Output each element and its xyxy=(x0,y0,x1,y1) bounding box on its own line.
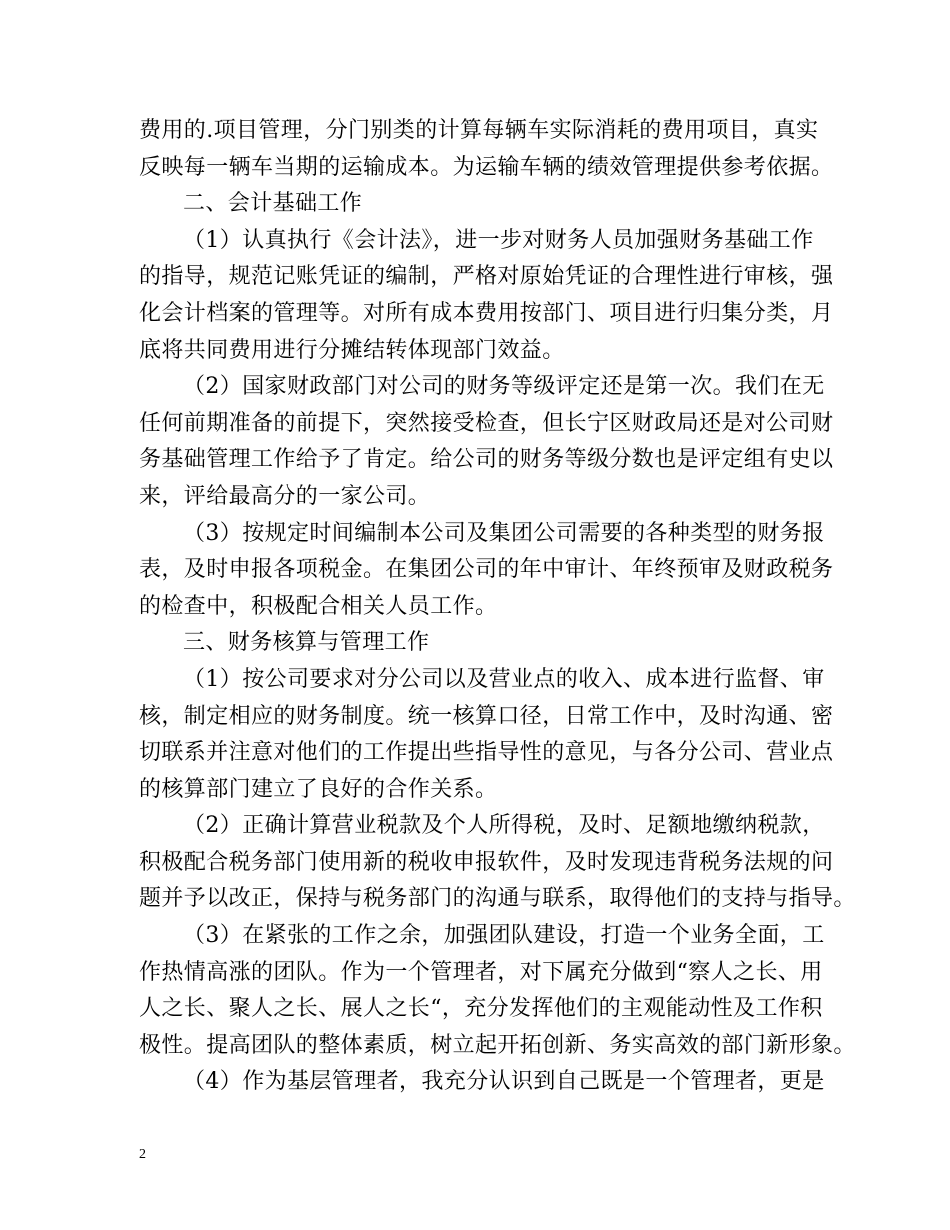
section-heading-accounting-basics xyxy=(139,186,821,223)
text-line: （1）认真执行《会计法》，进一步对财务人员加强财务基础工作 xyxy=(183,227,814,253)
text-line: 核，制定相应的财务制度。统一核算口径，日常工作中，及时沟通、密 xyxy=(139,703,834,729)
text-line: 费用的.项目管理，分门别类的计算每辆车实际消耗的费用项目，真实 xyxy=(139,118,819,143)
document-body xyxy=(139,113,856,1101)
text-line: （2）国家财政部门对公司的财务等级评定还是第一次。我们在无 xyxy=(183,374,825,400)
text-line: （2）正确计算营业税款及个人所得税，及时、足额地缴纳税款， xyxy=(183,813,825,839)
paragraph-accounting-3 xyxy=(139,516,834,626)
text-line: 作热情高涨的团队。作为一个管理者，对下属充分做到“察人之长、用 xyxy=(139,959,823,985)
text-line: 表，及时申报各项税金。在集团公司的年中审计、年终预审及财政税务 xyxy=(139,557,834,583)
text-line: （4）作为基层管理者，我充分认识到自己既是一个管理者，更是 xyxy=(183,1069,825,1095)
paragraph-finance-3 xyxy=(139,918,856,1064)
paragraph-finance-2 xyxy=(139,808,856,918)
text-line: 题并予以改正，保持与税务部门的沟通与联系，取得他们的支持与指导。 xyxy=(139,886,856,912)
text-line: 的核算部门建立了良好的合作关系。 xyxy=(139,776,498,802)
paragraph-accounting-2 xyxy=(139,369,834,515)
text-line: 务基础管理工作给予了肯定。给公司的财务等级分数也是评定组有史以 xyxy=(139,447,834,473)
text-line: 化会计档案的管理等。对所有成本费用按部门、项目进行归集分类，月 xyxy=(139,300,834,326)
text-line: 反映每一辆车当期的运输成本。为运输车辆的绩效管理提供参考依据。 xyxy=(139,154,834,180)
text-line: 极性。提高团队的整体素质，树立起开拓创新、务实高效的部门新形象。 xyxy=(139,1032,856,1058)
text-line: 来，评给最高分的一家公司。 xyxy=(139,483,431,509)
paragraph-finance-4 xyxy=(139,1064,825,1101)
text-line: （3）按规定时间编制本公司及集团公司需要的各种类型的财务报 xyxy=(183,520,825,546)
text-line: 切联系并注意对他们的工作提出些指导性的意见，与各分公司、营业点 xyxy=(139,740,834,766)
paragraph-finance-1 xyxy=(139,662,834,808)
text-line: 底将共同费用进行分摊结转体现部门效益。 xyxy=(139,337,565,363)
text-line: 积极配合税务部门使用新的税收申报软件，及时发现违背税务法规的问 xyxy=(139,849,834,875)
section-heading-finance-management xyxy=(139,625,821,662)
text-line: （1）按公司要求对分公司以及营业点的收入、成本进行监督、审 xyxy=(183,666,825,692)
paragraph-accounting-1 xyxy=(139,223,834,369)
text-line: 的指导，规范记账凭证的编制，严格对原始凭证的合理性进行审核，强 xyxy=(139,264,834,290)
text-line: 的检查中，积极配合相关人员工作。 xyxy=(139,593,498,619)
heading-text: 二、会计基础工作 xyxy=(183,191,363,217)
text-line: 任何前期准备的前提下，突然接受检查，但长宁区财政局还是对公司财 xyxy=(139,410,834,436)
text-line: 人之长、聚人之长、展人之长“，充分发挥他们的主观能动性及工作积 xyxy=(139,996,823,1022)
heading-text: 三、财务核算与管理工作 xyxy=(183,630,430,656)
page-number: 2 xyxy=(139,1147,146,1162)
text-line: （3）在紧张的工作之余，加强团队建设，打造一个业务全面，工 xyxy=(183,923,825,949)
paragraph-intro xyxy=(139,113,834,186)
